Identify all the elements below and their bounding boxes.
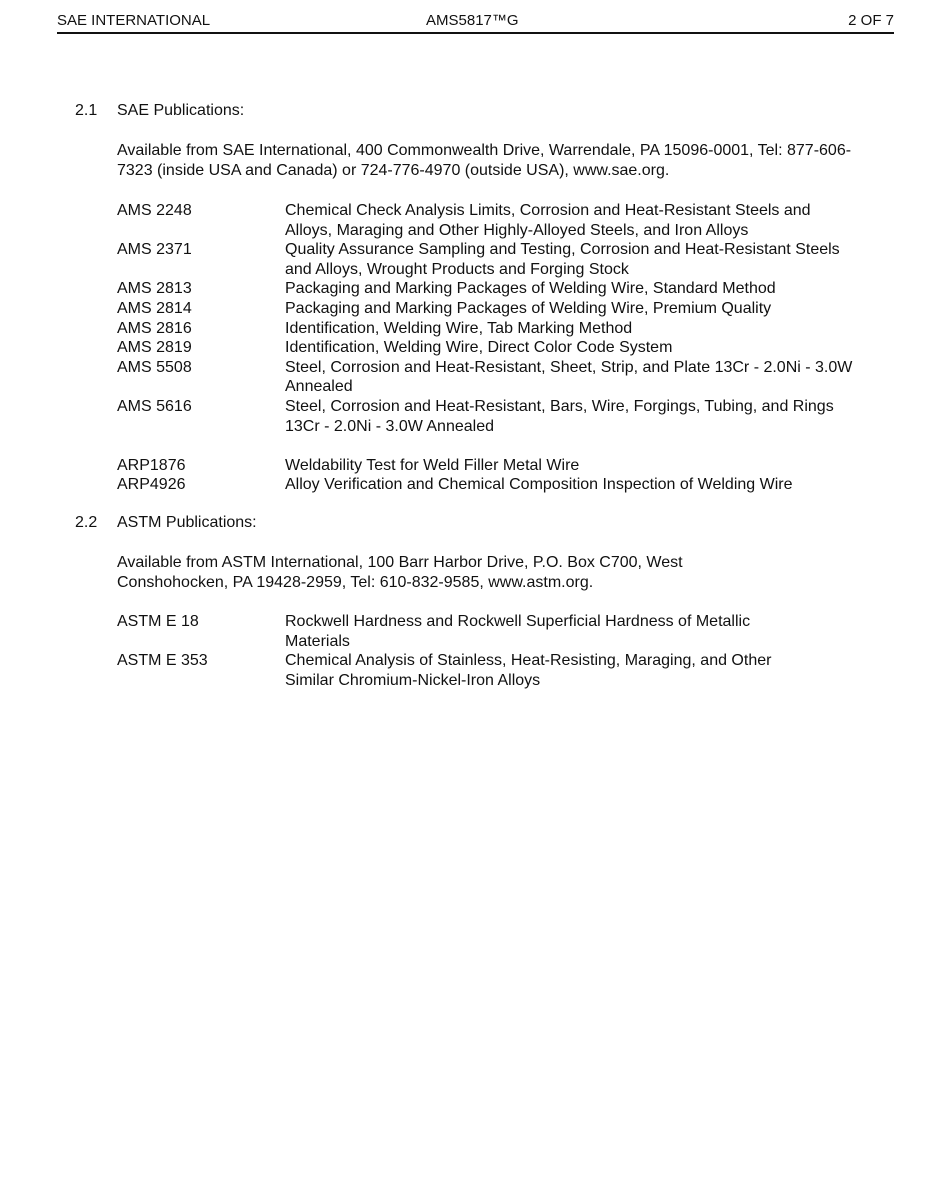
reference-id: AMS 2816 xyxy=(117,319,192,337)
availability-text: Available from ASTM International, 100 Barr Harbor Drive, P.O. Box C700, West Conshohocken, PA 19428-2959, Tel: 610-832-9585, www.astm.org. xyxy=(117,554,683,591)
reference-id: AMS 2813 xyxy=(117,280,192,298)
header-page-number: 2 OF 7 xyxy=(848,12,894,29)
reference-title: Chemical Analysis of Stainless, Heat-Resisting, Maraging, and Other Similar Chromium-Nickel-Iron Alloys xyxy=(285,652,772,689)
reference-id: ARP1876 xyxy=(117,456,186,474)
reference-id: ASTM E 18 xyxy=(117,613,199,630)
availability-text: Available from SAE International, 400 Commonwealth Drive, Warrendale, PA 15096-0001, Tel: 877-606-7323 (inside USA and Canada) or 724-776-4970 (outside USA), www.sae.org. xyxy=(117,142,852,179)
sae-reference-list xyxy=(117,201,857,495)
reference-id: AMS 5508 xyxy=(117,358,192,376)
reference-title: Quality Assurance Sampling and Testing, Corrosion and Heat-Resistant Steels and Alloys, Wrought Products and Forging Stock xyxy=(285,241,840,278)
reference-title: Weldability Test for Weld Filler Metal Wire xyxy=(285,456,580,474)
reference-row xyxy=(117,475,857,495)
reference-id: AMS 2814 xyxy=(117,299,192,317)
reference-title: Steel, Corrosion and Heat-Resistant, Bars, Wire, Forgings, Tubing, and Rings 13Cr - 2.0Ni - 3.0W Annealed xyxy=(285,397,834,435)
reference-title: Alloy Verification and Chemical Composition Inspection of Welding Wire xyxy=(285,476,793,494)
reference-row xyxy=(117,319,857,339)
reference-id: ARP4926 xyxy=(117,476,186,494)
section-number: 2.2 xyxy=(75,514,98,531)
section-astm-publications xyxy=(75,513,855,713)
reference-row xyxy=(117,456,857,476)
section-title: SAE Publications: xyxy=(117,102,245,119)
reference-title: Chemical Check Analysis Limits, Corrosion and Heat-Resistant Steels and Alloys, Maraging and Other Highly-Alloyed Steels, and Iron Alloys xyxy=(285,202,811,239)
header-publisher: SAE INTERNATIONAL xyxy=(57,12,211,29)
header-document-id: AMS5817™G xyxy=(426,12,519,29)
reference-title: Identification, Welding Wire, Tab Marking Method xyxy=(285,319,633,337)
reference-title: Rockwell Hardness and Rockwell Superficial Hardness of Metallic Materials xyxy=(285,613,751,650)
spacer xyxy=(117,436,857,456)
reference-row xyxy=(117,397,857,436)
astm-reference-list xyxy=(117,612,857,690)
reference-row xyxy=(117,651,857,690)
reference-title: Packaging and Marking Packages of Welding Wire, Premium Quality xyxy=(285,299,772,317)
reference-id: AMS 2248 xyxy=(117,202,192,219)
section-title: ASTM Publications: xyxy=(117,514,257,531)
reference-row xyxy=(117,358,857,397)
reference-row xyxy=(117,279,857,299)
reference-id: ASTM E 353 xyxy=(117,652,208,670)
reference-id: AMS 2819 xyxy=(117,339,192,357)
reference-row xyxy=(117,338,857,358)
section-sae-publications xyxy=(75,101,855,501)
reference-row xyxy=(117,299,857,319)
page-header xyxy=(57,10,894,34)
section-number: 2.1 xyxy=(75,102,98,119)
reference-row xyxy=(117,240,857,279)
reference-id: AMS 2371 xyxy=(117,241,192,259)
reference-row xyxy=(117,612,857,651)
reference-row xyxy=(117,201,857,240)
reference-id: AMS 5616 xyxy=(117,397,192,415)
reference-title: Steel, Corrosion and Heat-Resistant, Sheet, Strip, and Plate 13Cr - 2.0Ni - 3.0W Annealed xyxy=(285,358,853,396)
reference-title: Identification, Welding Wire, Direct Color Code System xyxy=(285,339,673,357)
reference-title: Packaging and Marking Packages of Welding Wire, Standard Method xyxy=(285,280,776,298)
